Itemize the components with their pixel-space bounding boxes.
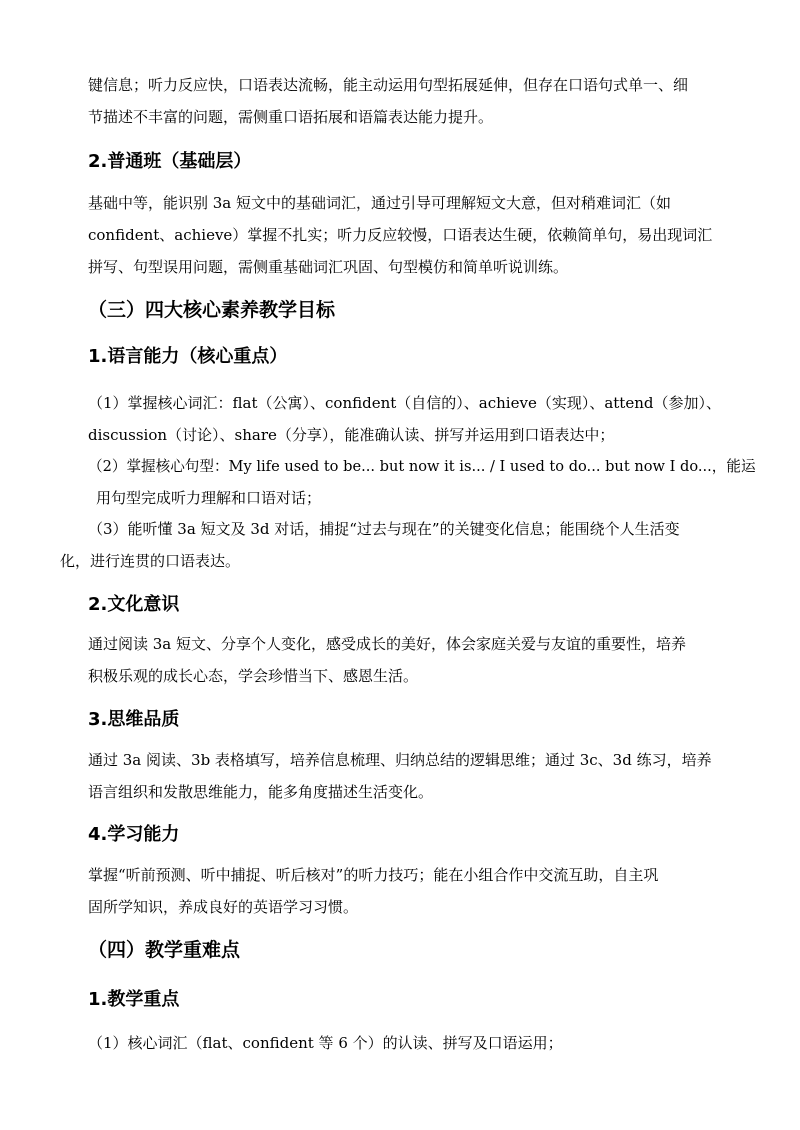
paragraph-line: 积极乐观的成长心态，学会珍惜当下、感恩生活。	[88, 667, 419, 685]
regular-class-heading: 2.普通班（基础层）	[88, 151, 252, 172]
paragraph-line: （3）能听懂 3a 短文及 3d 对话，捕捉“过去与现在”的关键变化信息；能围绕个人生活变	[88, 520, 680, 538]
paragraph-line: （1）掌握核心词汇：flat（公寓）、confident（自信的）、achieve（实现）、attend（参加）、	[88, 394, 721, 412]
paragraph-line: 语言组织和发散思维能力，能多角度描述生活变化。	[88, 783, 434, 801]
paragraph-line: （1）核心词汇（flat、confident 等 6 个）的认读、拼写及口语运用；	[88, 1034, 563, 1052]
paragraph-line: 用句型完成听力理解和口语对话；	[96, 489, 322, 507]
section-heading-key-difficulties: （四）教学重难点	[88, 939, 241, 961]
paragraph-line: confident、achieve）掌握不扎实；听力反应较慢，口语表达生硬，依赖简单句，易出现词汇	[88, 226, 713, 244]
paragraph-line: 通过 3a 阅读、3b 表格填写，培养信息梳理、归纳总结的逻辑思维；通过 3c、3d 练习，培养	[88, 751, 712, 769]
paragraph-line: discussion（讨论）、share（分享），能准确认读、拼写并运用到口语表达中；	[88, 426, 615, 444]
paragraph-line: 化，进行连贯的口语表达。	[60, 552, 241, 570]
culture-heading: 2.文化意识	[88, 594, 180, 615]
paragraph-line: 键信息；听力反应快，口语表达流畅，能主动运用句型拓展延伸，但存在口语句式单一、细	[88, 76, 689, 94]
paragraph-line: 掌握“听前预测、听中捕捉、听后核对”的听力技巧；能在小组合作中交流互助，自主巩	[88, 866, 659, 884]
paragraph-line: 通过阅读 3a 短文、分享个人变化，感受成长的美好，体会家庭关爱与友谊的重要性，培养	[88, 635, 687, 653]
key-points-heading: 1.教学重点	[88, 989, 180, 1010]
paragraph-line: 拼写、句型误用问题，需侧重基础词汇巩固、句型模仿和简单听说训练。	[88, 258, 569, 276]
paragraph-line: 基础中等，能识别 3a 短文中的基础词汇，通过引导可理解短文大意，但对稍难词汇（如	[88, 194, 672, 212]
thinking-heading: 3.思维品质	[88, 709, 180, 730]
paragraph-line: （2）掌握核心句型：My life used to be... but now it is... / I used to do... but now I do...，能运	[88, 457, 756, 475]
language-ability-heading: 1.语言能力（核心重点）	[88, 346, 288, 367]
paragraph-line: 节描述不丰富的问题，需侧重口语拓展和语篇表达能力提升。	[88, 108, 494, 126]
paragraph-line: 固所学知识，养成良好的英语学习习惯。	[88, 898, 359, 916]
section-heading-core-literacy: （三）四大核心素养教学目标	[88, 299, 336, 321]
learning-ability-heading: 4.学习能力	[88, 824, 180, 845]
